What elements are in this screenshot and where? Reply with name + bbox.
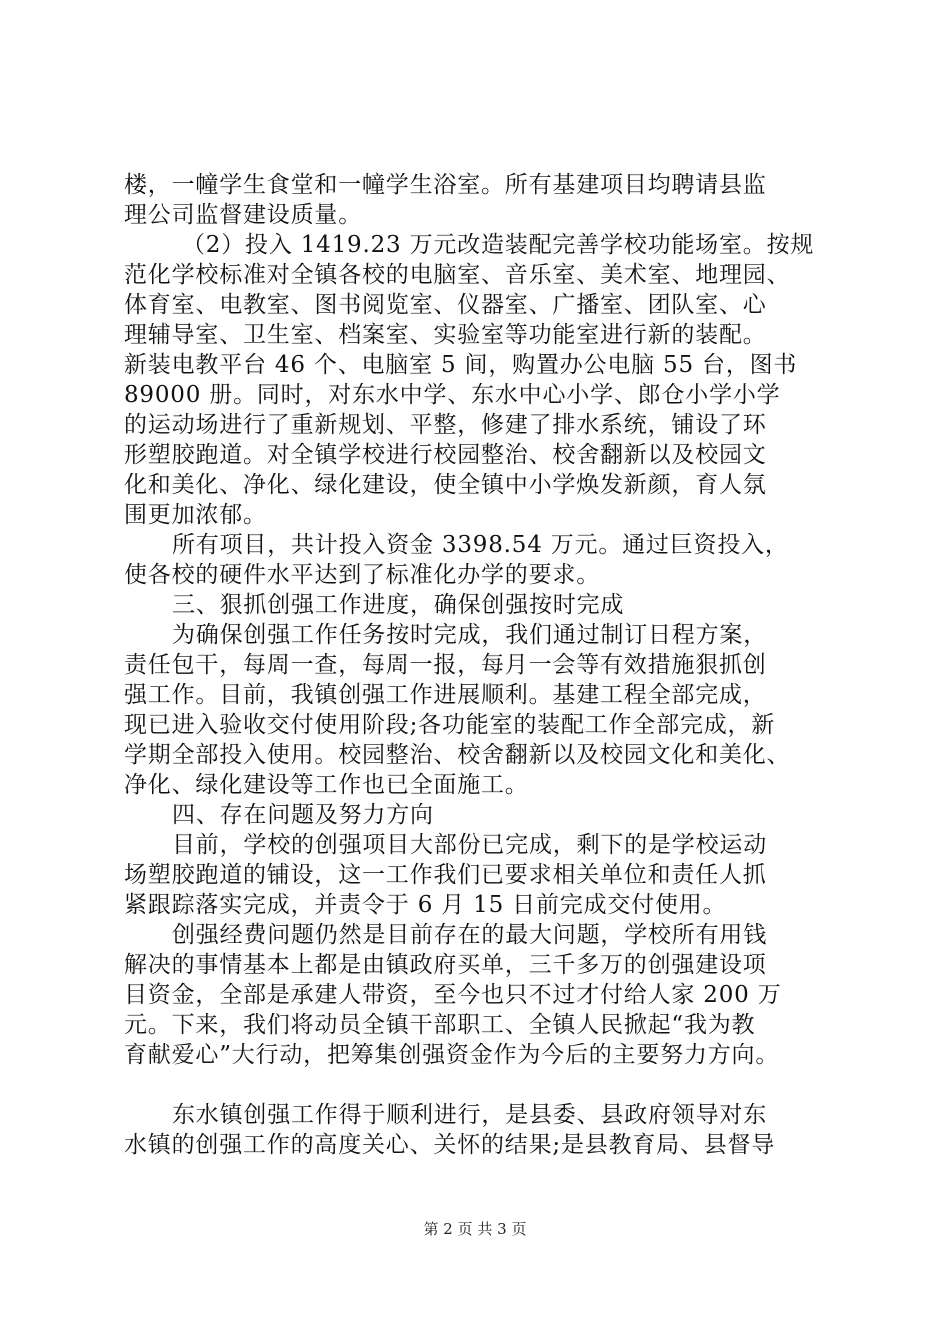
text-line: 责任包干，每周一查，每周一报，每月一会等有效措施狠抓创 [124,652,767,678]
text-line: 楼，一幢学生食堂和一幢学生浴室。所有基建项目均聘请县监 [124,172,767,198]
text-line: 四、存在问题及努力方向 [172,802,434,828]
text-line: 理公司监督建设质量。 [124,202,362,228]
text-line: 水镇的创强工作的高度关心、关怀的结果;是县教育局、县督导 [124,1132,776,1158]
text-line: 为确保创强工作任务按时完成，我们通过制订日程方案， [172,622,767,648]
text-line: 围更加浓郁。 [124,502,267,528]
text-line: 强工作。目前，我镇创强工作进展顺利。基建工程全部完成， [124,682,767,708]
text-line: 所有项目，共计投入资金 3398.54 万元。通过巨资投入， [172,532,789,558]
text-line: 89000 册。同时，对东水中学、东水中心小学、郎仓小学小学 [124,382,781,408]
text-line: 解决的事情基本上都是由镇政府买单，三千多万的创强建设项 [124,952,767,978]
text-line: 净化、绿化建设等工作也已全面施工。 [124,772,529,798]
text-line: 紧跟踪落实完成，并责令于 6 月 15 日前完成交付使用。 [124,892,727,918]
text-line: 化和美化、净化、绿化建设，使全镇中小学焕发新颜，育人氛 [124,472,767,498]
text-line: 范化学校标准对全镇各校的电脑室、音乐室、美术室、地理园、 [124,262,791,288]
text-line: 目前，学校的创强项目大部份已完成，剩下的是学校运动 [172,832,767,858]
text-line: （2）投入 1419.23 万元改造装配完善学校功能场室。按规 [182,232,815,258]
text-line: 理辅导室、卫生室、档案室、实验室等功能室进行新的装配。 [124,322,767,348]
text-line: 体育室、电教室、图书阅览室、仪器室、广播室、团队室、心 [124,292,767,318]
text-line: 三、狠抓创强工作进度，确保创强按时完成 [172,592,625,618]
text-line: 育献爱心”大行动，把筹集创强资金作为今后的主要努力方向。 [124,1042,780,1068]
document-body [124,170,836,1160]
blank-line [124,1070,836,1100]
text-line: 新装电教平台 46 个、电脑室 5 间，购置办公电脑 55 台，图书 [124,352,798,378]
page-footer: 第 2 页 共 3 页 [423,1220,527,1238]
text-line: 东水镇创强工作得于顺利进行，是县委、县政府领导对东 [172,1102,767,1128]
text-line: 学期全部投入使用。校园整治、校舍翻新以及校园文化和美化、 [124,742,791,768]
text-line: 的运动场进行了重新规划、平整，修建了排水系统，铺设了环 [124,412,767,438]
text-line: 形塑胶跑道。对全镇学校进行校园整治、校舍翻新以及校园文 [124,442,767,468]
text-line: 目资金，全部是承建人带资，至今也只不过才付给人家 200 万 [124,982,782,1008]
text-line: 元。下来，我们将动员全镇干部职工、全镇人民掀起“我为教 [124,1012,756,1038]
text-line: 创强经费问题仍然是目前存在的最大问题，学校所有用钱 [172,922,767,948]
text-line: 场塑胶跑道的铺设，这一工作我们已要求相关单位和责任人抓 [124,862,767,888]
text-line: 现已进入验收交付使用阶段;各功能室的装配工作全部完成，新 [124,712,776,738]
text-line: 使各校的硬件水平达到了标准化办学的要求。 [124,562,600,588]
